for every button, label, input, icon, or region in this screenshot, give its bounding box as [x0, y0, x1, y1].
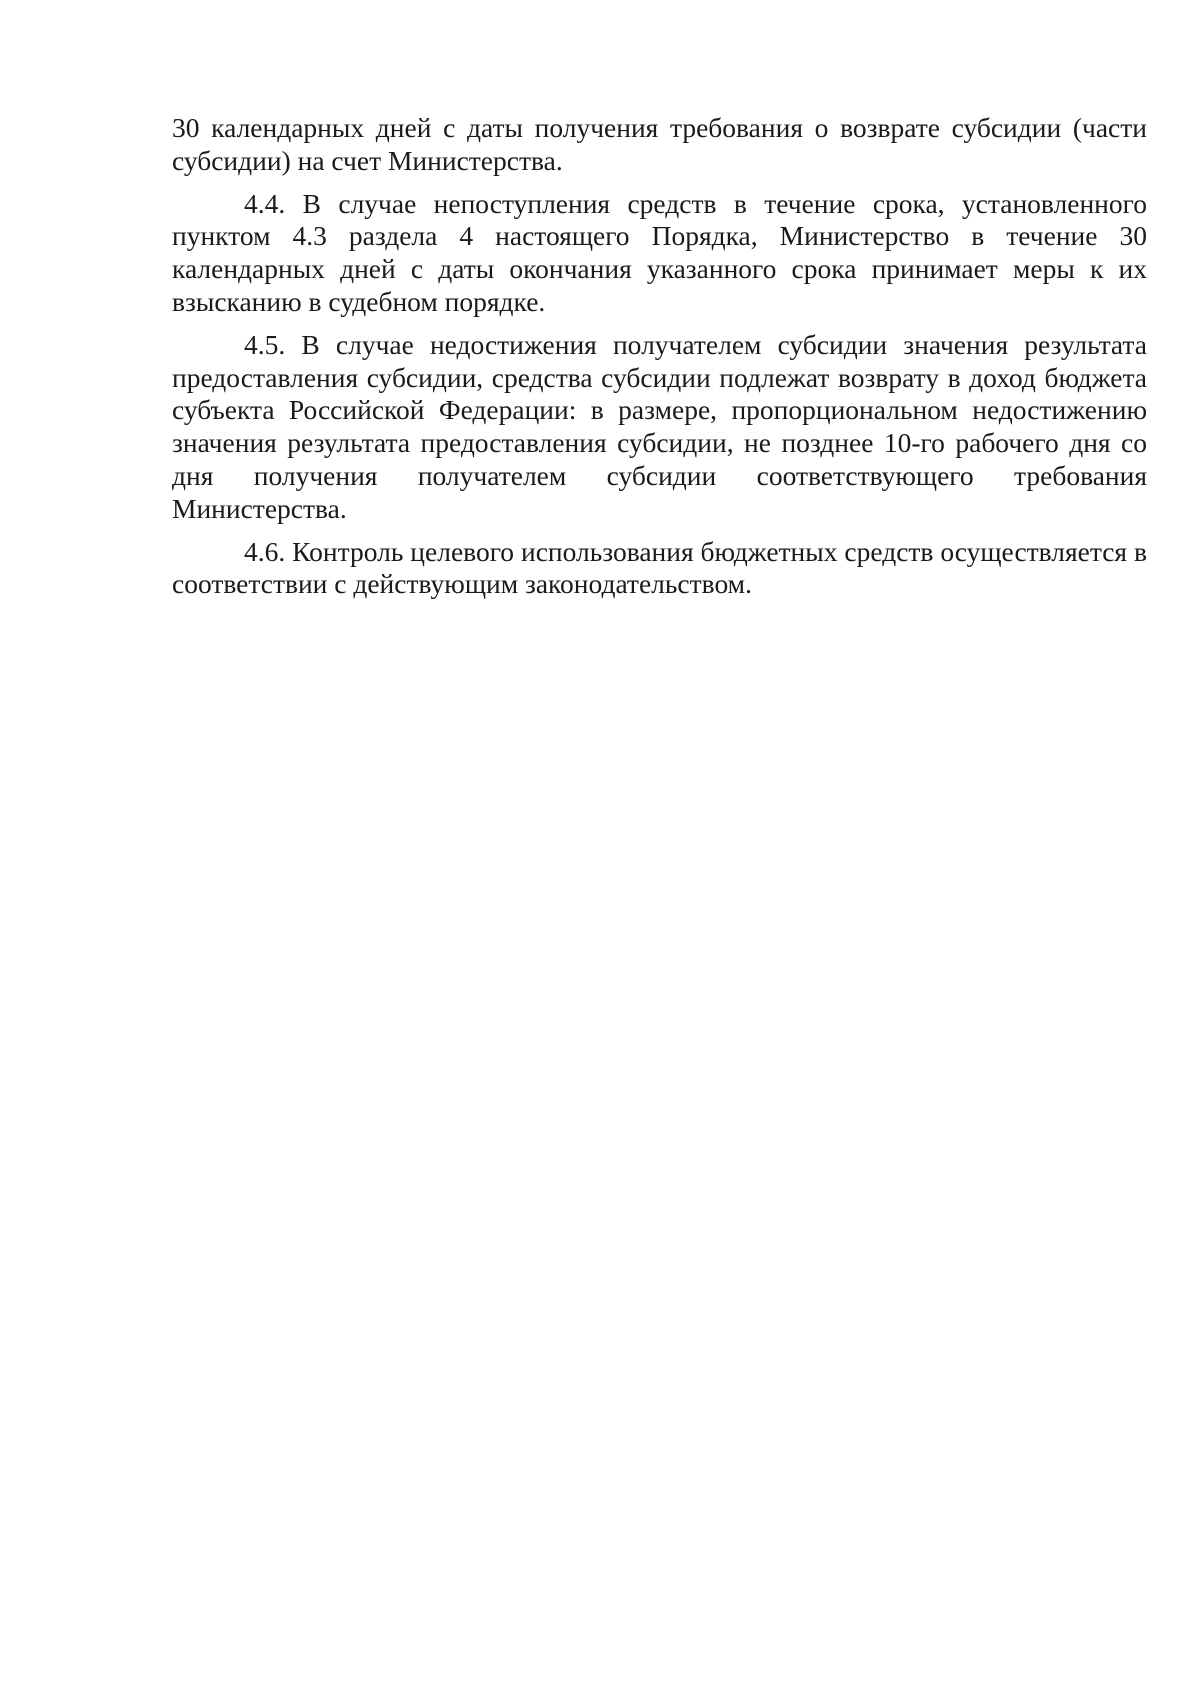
paragraph-continuation: 30 календарных дней с даты получения требования о возврате субсидии (части субсидии) на счет Министерства.: [172, 112, 1147, 176]
paragraph-4-4: 4.4. В случае непоступления средств в течение срока, установленного пунктом 4.3 раздела 4 настоящего Порядка, Министерство в течение 30 календарных дней с даты окончания указанного срока принимает меры к их взысканию в судебном порядке.: [172, 187, 1147, 317]
document-body: [172, 112, 1147, 611]
paragraph-4-6: 4.6. Контроль целевого использования бюджетных средств осуществляется в соответствии с действующим законодательством.: [172, 535, 1147, 600]
paragraph-4-5: 4.5. В случае недостижения получателем субсидии значения результата предоставления субсидии, средства субсидии подлежат возврату в доход бюджета субъекта Российской Федерации: в размере, пропорциональном недостижению значения результата предоставления субсидии, не позднее 10-го рабочего дня со дня получения получателем субсидии соответствующего требования Министерства.: [172, 328, 1147, 524]
